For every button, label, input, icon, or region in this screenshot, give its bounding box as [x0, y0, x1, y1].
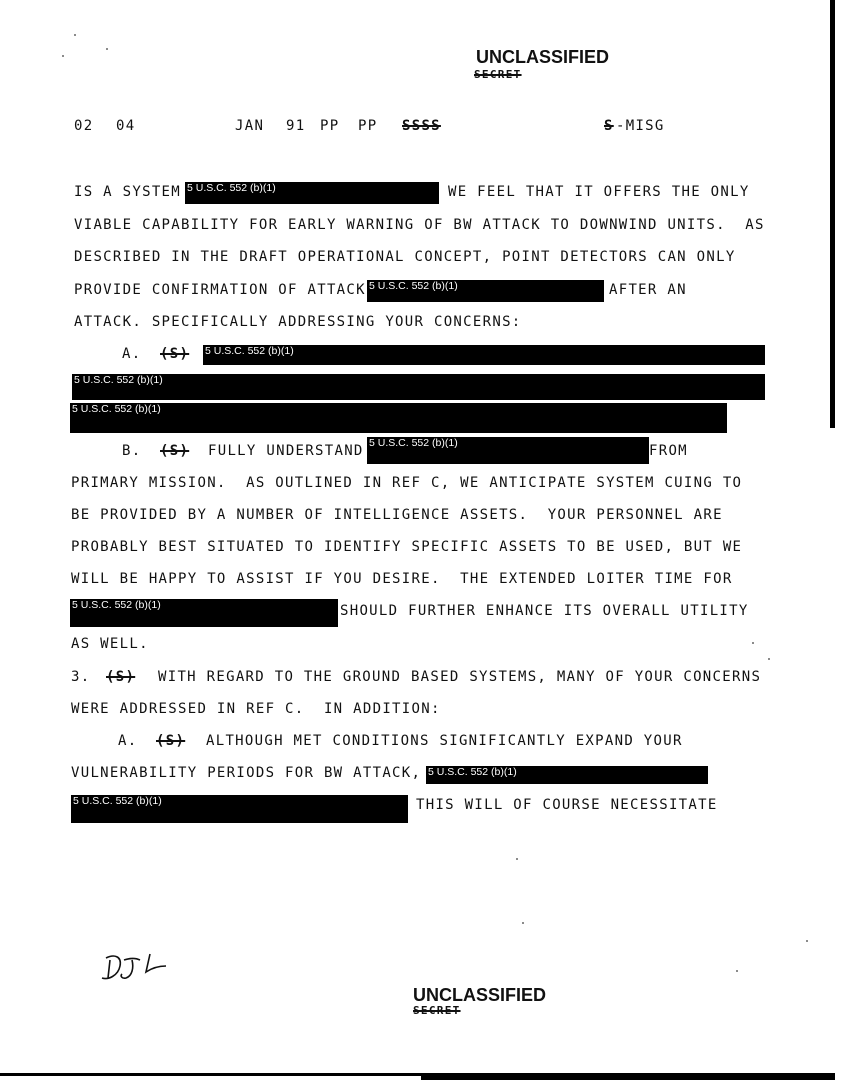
scan-speck [516, 858, 518, 860]
para-a2-struck-classification: (S) [156, 733, 186, 749]
scan-speck [768, 658, 770, 660]
body-line-19: THIS WILL OF COURSE NECESSITATE [416, 797, 718, 813]
para-3-marker: 3. [71, 669, 91, 685]
para-b-text: FULLY UNDERSTAND [208, 443, 364, 459]
redaction-label: 5 U.S.C. 552 (b)(1) [428, 766, 517, 778]
scan-speck [74, 34, 76, 36]
dtg-year: 91 [286, 118, 306, 134]
body-line-4a: PROVIDE CONFIRMATION OF ATTACK [74, 282, 366, 298]
redaction-label: 5 U.S.C. 552 (b)(1) [369, 437, 458, 449]
redaction-label: 5 U.S.C. 552 (b)(1) [205, 345, 294, 357]
body-line-9: PRIMARY MISSION. AS OUTLINED IN REF C, WE ANTICIPATE SYSTEM CUING TO [71, 475, 743, 491]
classification-header: UNCLASSIFIED [476, 47, 610, 67]
dtg-struck-code: SSSS [402, 118, 441, 134]
redaction-label: 5 U.S.C. 552 (b)(1) [73, 795, 162, 807]
handwritten-initials [100, 948, 172, 984]
body-line-4b: AFTER AN [609, 282, 687, 298]
scan-speck [62, 55, 64, 57]
dtg-month: JAN [235, 118, 265, 134]
para-3-text: WITH REGARD TO THE GROUND BASED SYSTEMS, MANY OF YOUR CONCERNS [158, 669, 762, 685]
para-a-marker: A. [122, 346, 142, 362]
dtg-routing: -MISG [616, 118, 665, 134]
dtg-precedence-1: PP [320, 118, 340, 134]
para-3-struck-classification: (S) [106, 669, 136, 685]
redaction-label: 5 U.S.C. 552 (b)(1) [369, 280, 458, 292]
para-a2-text: ALTHOUGH MET CONDITIONS SIGNIFICANTLY EXPAND YOUR [206, 733, 683, 749]
redaction-box [367, 437, 649, 464]
body-line-5: ATTACK. SPECIFICALLY ADDRESSING YOUR CONCERNS: [74, 314, 522, 330]
classification-footer: UNCLASSIFIED [413, 985, 547, 1005]
redaction-box [185, 182, 439, 204]
scan-speck [752, 642, 754, 644]
redaction-label: 5 U.S.C. 552 (b)(1) [74, 374, 163, 386]
body-line-2: VIABLE CAPABILITY FOR EARLY WARNING OF BW ATTACK TO DOWNWIND UNITS. AS [74, 217, 765, 233]
body-line-18: VULNERABILITY PERIODS FOR BW ATTACK, [71, 765, 422, 781]
para-a2-marker: A. [118, 733, 138, 749]
para-a-struck-classification: (S) [160, 346, 190, 362]
body-line-1b: WE FEEL THAT IT OFFERS THE ONLY [448, 184, 750, 200]
dtg-struck-prefix: S [604, 118, 614, 134]
struck-classification-footer: SECRET [413, 1004, 461, 1017]
scan-speck [806, 940, 808, 942]
redaction-box [203, 345, 765, 365]
scan-speck [522, 922, 524, 924]
dtg-day: 02 [74, 118, 94, 134]
dtg-hour: 04 [116, 118, 136, 134]
body-line-14: AS WELL. [71, 636, 149, 652]
scan-speck [106, 48, 108, 50]
scan-speck [736, 970, 738, 972]
redaction-box [70, 403, 727, 433]
para-b-marker: B. [122, 443, 142, 459]
para-b-from: FROM [649, 443, 688, 459]
redaction-box [72, 374, 765, 400]
redaction-box [70, 599, 338, 627]
body-line-16: WERE ADDRESSED IN REF C. IN ADDITION: [71, 701, 441, 717]
struck-classification-header: SECRET [474, 68, 522, 81]
body-line-11: PROBABLY BEST SITUATED TO IDENTIFY SPECIFIC ASSETS TO BE USED, BUT WE [71, 539, 743, 555]
scan-bottom-edge [421, 1076, 835, 1080]
dtg-precedence-2: PP [358, 118, 378, 134]
body-line-12: WILL BE HAPPY TO ASSIST IF YOU DESIRE. THE EXTENDED LOITER TIME FOR [71, 571, 733, 587]
body-line-3: DESCRIBED IN THE DRAFT OPERATIONAL CONCEPT, POINT DETECTORS CAN ONLY [74, 249, 736, 265]
para-b-struck-classification: (S) [160, 443, 190, 459]
body-line-13: SHOULD FURTHER ENHANCE ITS OVERALL UTILITY [340, 603, 749, 619]
redaction-box [426, 766, 708, 784]
body-line-1a: IS A SYSTEM [74, 184, 182, 200]
redaction-box [367, 280, 604, 302]
redaction-label: 5 U.S.C. 552 (b)(1) [72, 599, 161, 611]
body-line-10: BE PROVIDED BY A NUMBER OF INTELLIGENCE ASSETS. YOUR PERSONNEL ARE [71, 507, 723, 523]
redaction-label: 5 U.S.C. 552 (b)(1) [72, 403, 161, 415]
redaction-label: 5 U.S.C. 552 (b)(1) [187, 182, 276, 194]
scan-edge-bar [830, 0, 835, 428]
redaction-box [71, 795, 408, 823]
